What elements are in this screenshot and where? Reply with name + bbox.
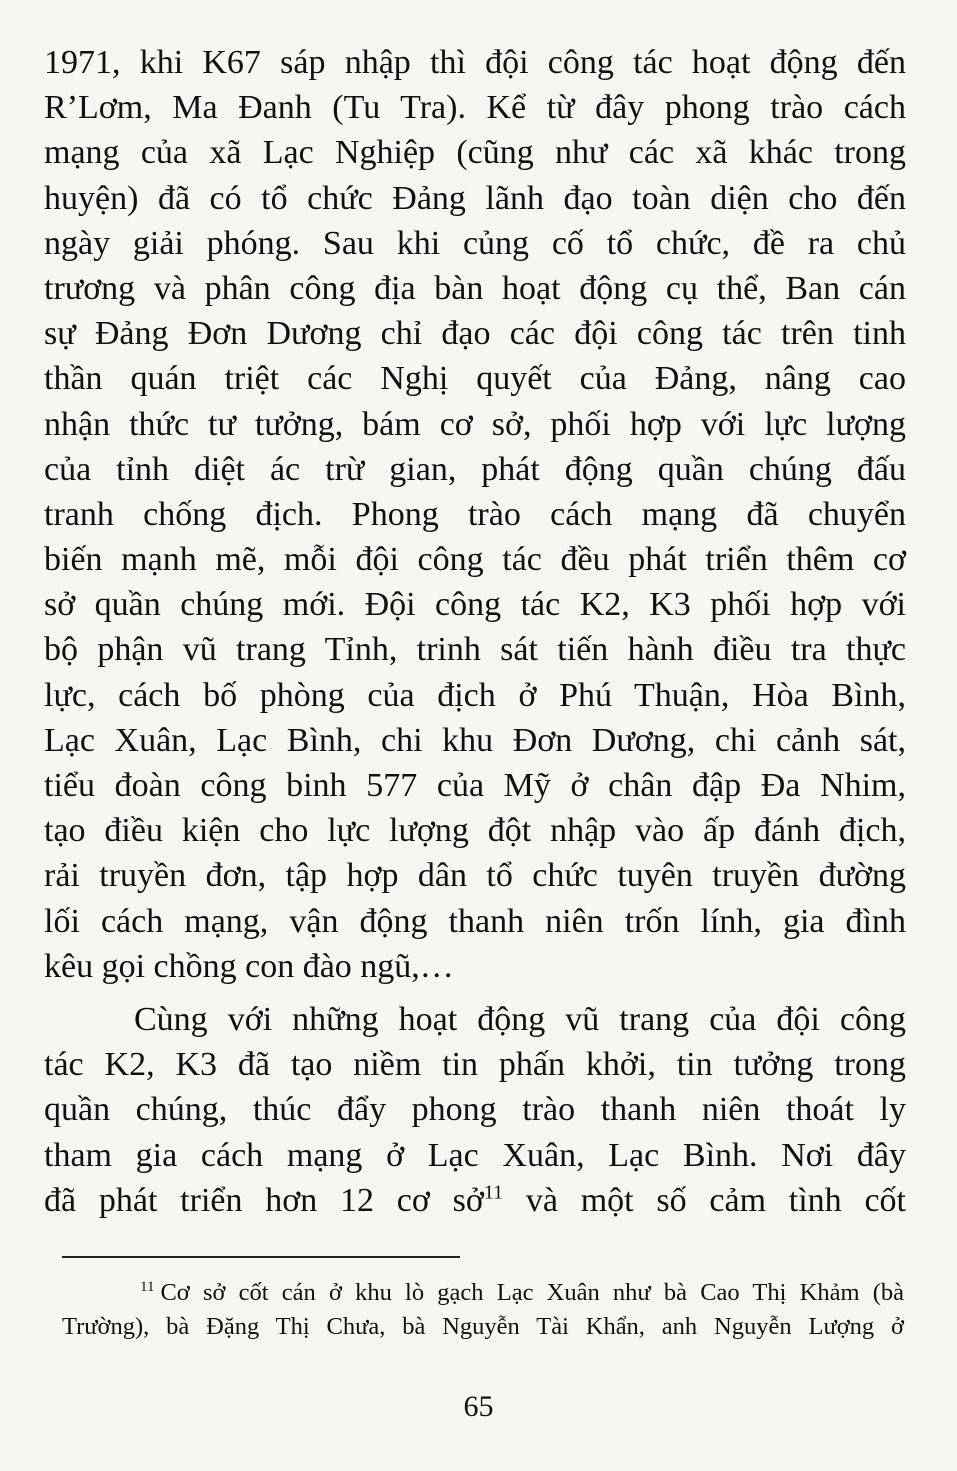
text-line: sở quần chúng mới. Đội công tác K2, K3 phối hợp với bbox=[44, 586, 906, 624]
paragraph-spacer bbox=[44, 989, 906, 997]
text-line: R’Lơm, Ma Đanh (Tu Tra). Kể từ đây phong trào cách bbox=[44, 89, 906, 127]
text-line: tranh chống địch. Phong trào cách mạng đã chuyển bbox=[44, 495, 906, 533]
text-line: tham gia cách mạng ở Lạc Xuân, Lạc Bình. Nơi đây bbox=[44, 1136, 906, 1174]
footnote-divider bbox=[62, 1256, 460, 1258]
text-line: trương và phân công địa bàn hoạt động cụ thể, Ban cán bbox=[44, 269, 906, 307]
paragraph-1 bbox=[44, 40, 906, 989]
text-line: thần quán triệt các Nghị quyết của Đảng, nâng cao bbox=[44, 360, 906, 398]
footnote-marker: 11 bbox=[140, 1278, 155, 1295]
page-number: 65 bbox=[463, 1390, 494, 1423]
text-line: Cùng với những hoạt động vũ trang của đội công bbox=[134, 1000, 906, 1038]
text-line: mạng của xã Lạc Nghiệp (cũng như các xã khác trong bbox=[44, 134, 906, 172]
text-line: tạo điều kiện cho lực lượng đột nhập vào ấp đánh địch, bbox=[44, 812, 906, 850]
text-line: quần chúng, thúc đẩy phong trào thanh niên thoát ly bbox=[44, 1091, 906, 1129]
text-segment: đã phát triển hơn 12 cơ sở bbox=[44, 1181, 484, 1219]
text-line: ngày giải phóng. Sau khi củng cố tổ chức, đề ra chủ bbox=[44, 224, 906, 262]
text-line: sự Đảng Đơn Dương chỉ đạo các đội công tác trên tinh bbox=[44, 315, 906, 353]
text-line: biến mạnh mẽ, mỗi đội công tác đều phát triển thêm cơ bbox=[44, 541, 906, 579]
text-line: nhận thức tư tưởng, bám cơ sở, phối hợp với lực lượng bbox=[44, 405, 906, 443]
text-line: lối cách mạng, vận động thanh niên trốn lính, gia đình bbox=[44, 902, 906, 940]
text-line: tác K2, K3 đã tạo niềm tin phấn khởi, tin tưởng trong bbox=[44, 1046, 906, 1084]
text-line: của tỉnh diệt ác trừ gian, phát động quần chúng đấu bbox=[44, 450, 906, 488]
paragraph-2 bbox=[44, 997, 906, 1223]
text-segment: và một số cảm tình cốt bbox=[503, 1181, 906, 1219]
text-line: kêu gọi chồng con đào ngũ,… bbox=[44, 947, 454, 985]
body-text bbox=[44, 40, 906, 1223]
footnote bbox=[62, 1276, 904, 1344]
text-line: rải truyền đơn, tập hợp dân tổ chức tuyên truyền đường bbox=[44, 857, 906, 895]
footnote-line bbox=[62, 1276, 904, 1310]
text-line bbox=[44, 1178, 906, 1223]
text-line: tiểu đoàn công binh 577 của Mỹ ở chân đập Đa Nhim, bbox=[44, 767, 906, 804]
text-line: bộ phận vũ trang Tỉnh, trinh sát tiến hành điều tra thực bbox=[44, 631, 906, 669]
footnote-line: Trường), bà Đặng Thị Chưa, bà Nguyễn Tài Khẩn, anh Nguyễn Lượng ở bbox=[62, 1313, 904, 1340]
footnote-reference[interactable]: 11 bbox=[483, 1181, 504, 1204]
text-line: huyện) đã có tổ chức Đảng lãnh đạo toàn diện cho đến bbox=[44, 179, 906, 217]
text-line: 1971, khi K67 sáp nhập thì đội công tác hoạt động đến bbox=[44, 44, 906, 81]
text-line: lực, cách bố phòng của địch ở Phú Thuận, Hòa Bình, bbox=[44, 676, 906, 714]
text-line: Lạc Xuân, Lạc Bình, chi khu Đơn Dương, chi cảnh sát, bbox=[44, 721, 906, 759]
footnote-text: Cơ sở cốt cán ở khu lò gạch Lạc Xuân như bà Cao Thị Khảm (bà bbox=[160, 1279, 904, 1306]
